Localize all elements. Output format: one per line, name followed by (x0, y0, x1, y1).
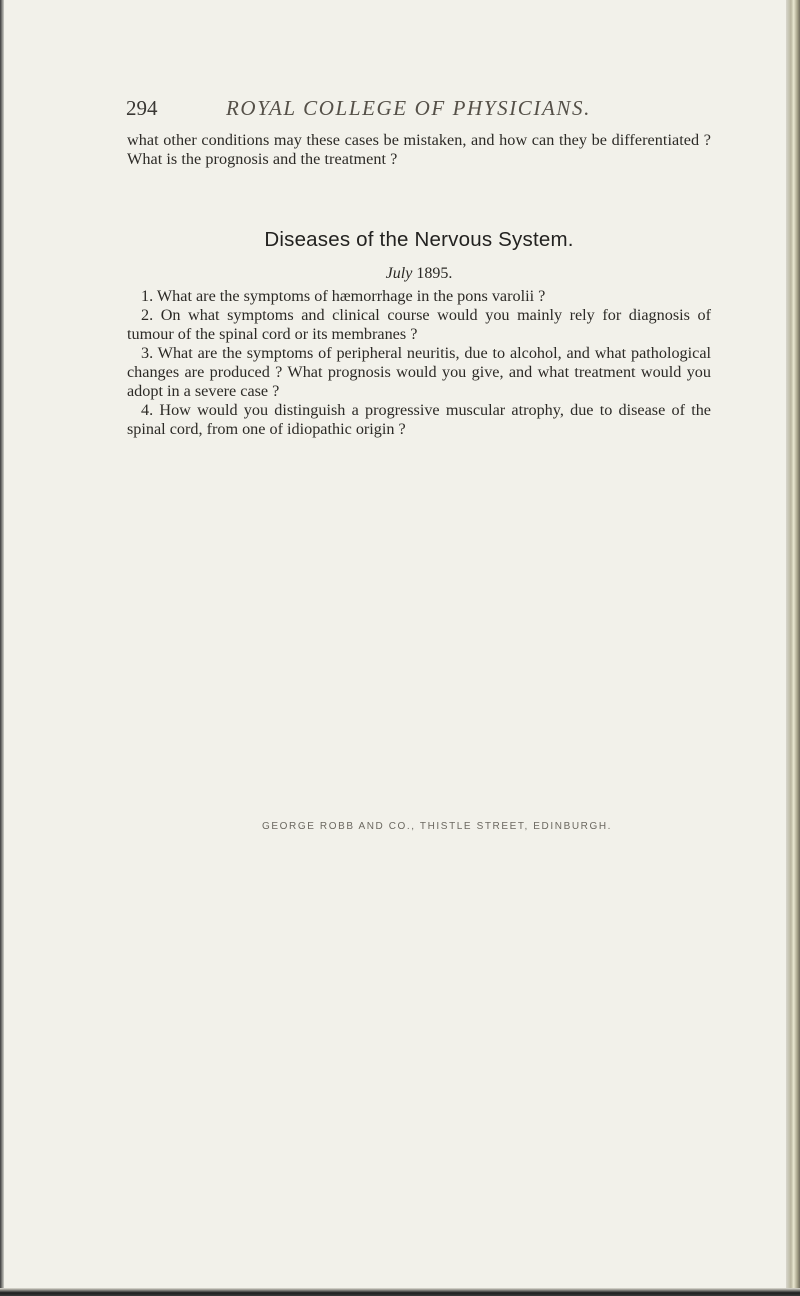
running-head (126, 96, 726, 121)
question-item: 2. On what symptoms and clinical course would you mainly rely for diagnosis of tumour of the spinal cord or its membranes ? (127, 306, 711, 343)
scan-left-edge (0, 0, 4, 1296)
running-head-title: ROYAL COLLEGE OF PHYSICIANS. (226, 96, 591, 120)
question-item: 3. What are the symptoms of peripheral neuritis, due to alcohol, and what pathological changes are produced ? What prognosis would you give, and what treatment would you adopt in a severe case ? (127, 344, 711, 400)
scan-right-edge (786, 0, 800, 1296)
printer-imprint: GEORGE ROBB AND CO., THISTLE STREET, EDINBURGH. (262, 821, 613, 832)
section-date (127, 265, 711, 283)
question-item: 1. What are the symptoms of hæmorrhage in the pons varolii ? (141, 287, 546, 305)
section-date-year: 1895. (416, 265, 453, 282)
scan-bottom-edge (0, 1288, 800, 1296)
intro-paragraph: what other conditions may these cases be mistaken, and how can they be differentiated ? What is the prognosis and the treatment ? (127, 131, 711, 168)
section-title: Diseases of the Nervous System. (264, 228, 574, 251)
question-item: 4. How would you distinguish a progressive muscular atrophy, due to disease of the spinal cord, from one of idiopathic origin ? (127, 401, 711, 438)
question-list (127, 287, 711, 439)
page-number: 294 (126, 96, 158, 120)
section-date-month: July (385, 265, 413, 282)
